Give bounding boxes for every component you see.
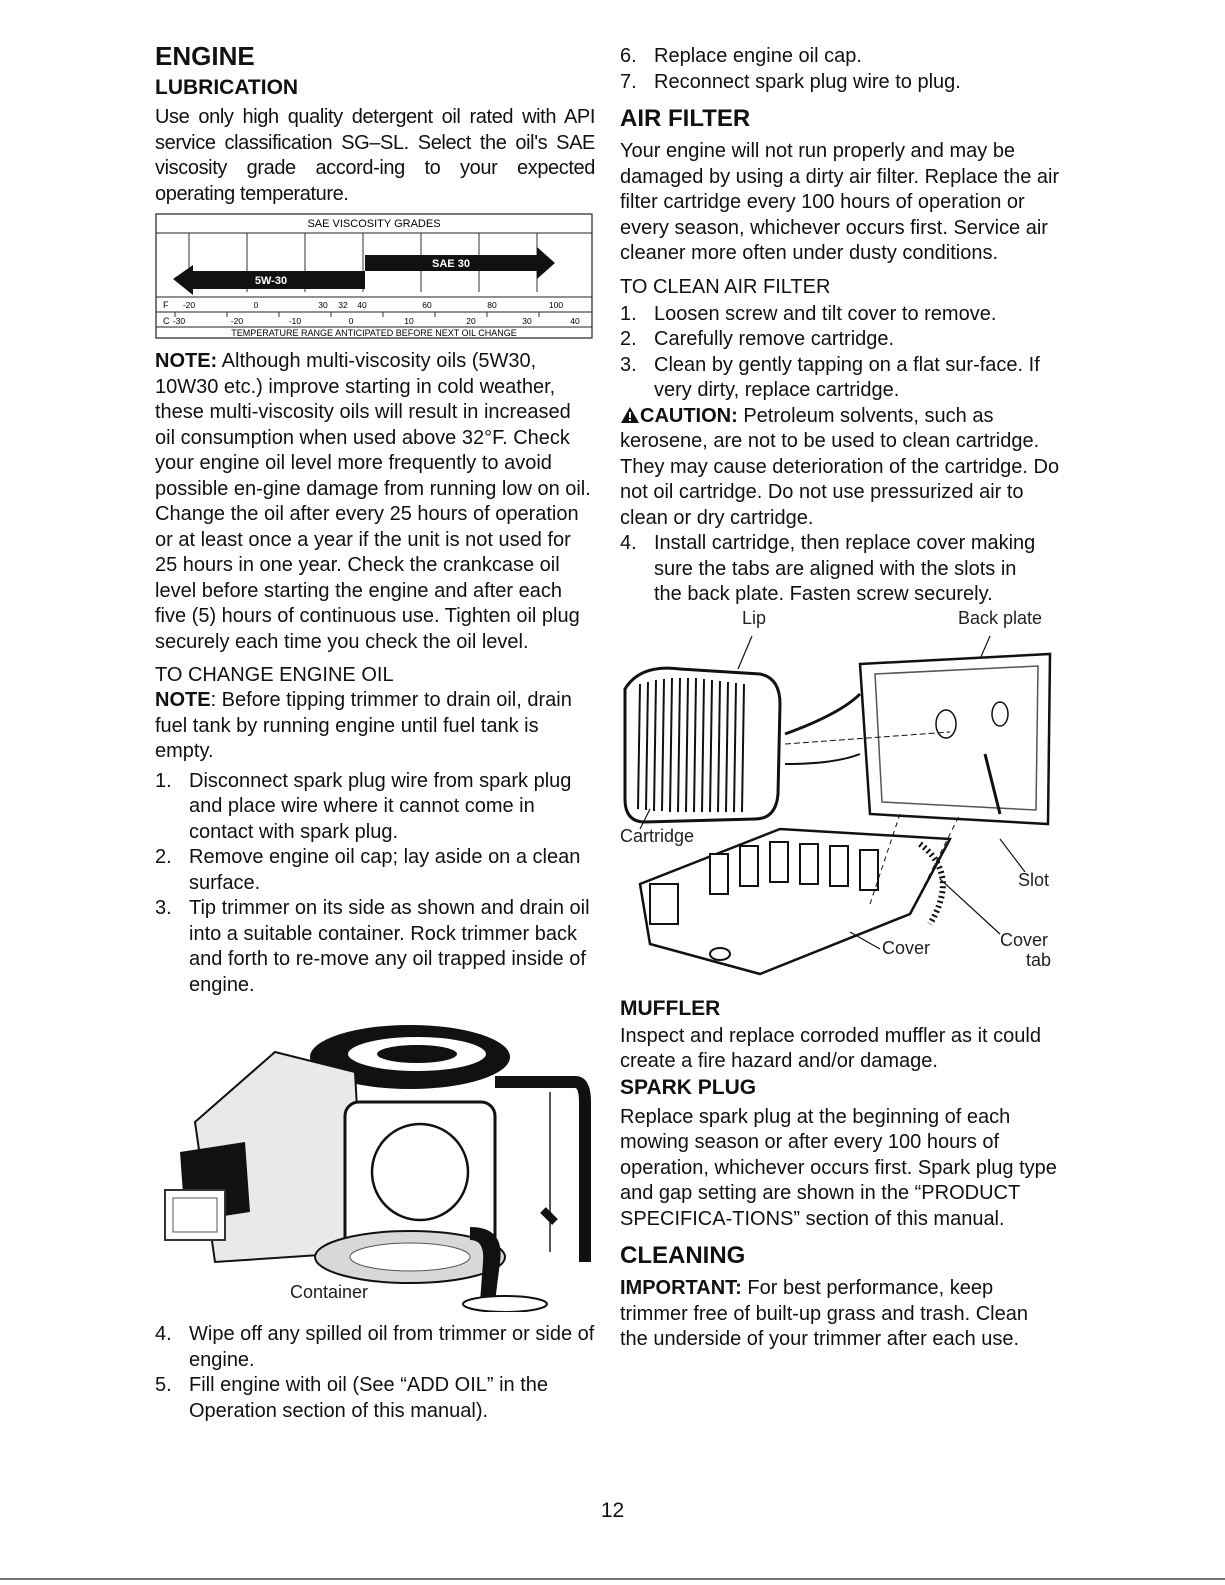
note-label: NOTE: <box>155 350 218 372</box>
warning-icon <box>620 406 640 424</box>
c-label: C <box>163 316 170 326</box>
muffler-text: Inspect and replace corroded muffler as it could create a fire hazard and/or damage. <box>620 1024 1041 1072</box>
caution-paragraph <box>620 404 1060 532</box>
lip-label: Lip <box>742 607 767 628</box>
list-item: 2. Carefully remove cartridge. <box>620 328 895 350</box>
cartridge-label: Cartridge <box>620 825 695 846</box>
back-plate-label: Back plate <box>958 607 1043 628</box>
air-filter-heading: AIR FILTER <box>620 105 751 132</box>
bottom-rule <box>0 1578 1225 1580</box>
list-item: 5. Fill engine with oil (See “ADD OIL” in the Operation section of this manual). <box>155 1374 549 1422</box>
lubrication-text: Use only high quality detergent oil rated with API service classification SG–SL. Select the oil's SAE viscosity grade accord-ing to your expected operating temperature. <box>155 106 595 205</box>
clean-filter-heading: TO CLEAN AIR FILTER <box>620 275 831 298</box>
list-item: 3. Clean by gently tapping on a flat sur-face. If very dirty, replace cartridge. <box>620 353 1040 401</box>
container-label: Container <box>290 1282 369 1302</box>
list-item: 1. Loosen screw and tilt cover to remove. <box>620 302 997 325</box>
left-column <box>155 40 595 1424</box>
f-tick: 40 <box>357 300 367 310</box>
air-filter-assembly-drawing <box>620 614 1060 994</box>
sae30-label: SAE 30 <box>432 258 470 270</box>
c-tick: -10 <box>288 316 302 326</box>
note2-paragraph <box>155 688 595 765</box>
c-tick: 40 <box>570 316 580 326</box>
engine-heading: ENGINE <box>155 41 255 71</box>
oil-steps-list <box>155 769 595 999</box>
lubrication-heading: LUBRICATION <box>155 76 299 99</box>
f-tick: 80 <box>487 300 497 310</box>
caution-label: CAUTION: <box>640 404 738 427</box>
list-item: 7. Reconnect spark plug wire to plug. <box>620 70 961 93</box>
f-tick: 30 <box>318 300 328 310</box>
list-item: 3. Tip trimmer on its side as shown and drain oil into a suitable container. Rock trimmer back and forth to re-move any oil trapped inside of engine. <box>155 897 590 996</box>
f-tick: 0 <box>253 300 259 310</box>
viscosity-chart <box>155 213 593 339</box>
f-label: F <box>163 300 169 310</box>
drain-oil-illustration <box>155 1012 595 1312</box>
list-item: 6. Replace engine oil cap. <box>620 45 862 67</box>
change-oil-heading: TO CHANGE ENGINE OIL <box>155 664 394 686</box>
spark-plug-heading: SPARK PLUG <box>620 1075 757 1099</box>
spark-plug-text: Replace spark plug at the beginning of each mowing season or after every 100 hours of operation, whichever occurs first. Spark plug type and gap setting are shown in the “PRODUCT SPECIFICA-TIONS” section of this manual. <box>620 1105 1057 1230</box>
f-tick: 32 <box>338 300 348 310</box>
list-item: 1. Disconnect spark plug wire from spark plug and place wire where it cannot come in contact with spark plug. <box>155 769 572 843</box>
install-steps <box>620 531 1060 608</box>
important-label: IMPORTANT: <box>620 1277 742 1299</box>
list-item: 4. Install cartridge, then replace cover making sure the tabs are aligned with the slots in the back plate. Fasten screw securely. <box>620 532 1036 605</box>
chart-caption: TEMPERATURE RANGE ANTICIPATED BEFORE NEXT OIL CHANGE <box>231 328 517 338</box>
list-item: 2. Remove engine oil cap; lay aside on a clean surface. <box>155 846 581 894</box>
air-filter-text: Your engine will not run properly and may be damaged by using a dirty air filter. Replace the air filter cartridge every 100 hours of operation or every season, whichever occurs first. Service air cleaner more often under dusty conditions. <box>620 140 1060 264</box>
right-column <box>620 40 1060 1353</box>
oil-steps-list-continued <box>155 1322 595 1424</box>
cover-label: Cover <box>882 937 931 958</box>
trimmer-tipped-drawing <box>155 1012 595 1312</box>
viscosity-chart-graphic <box>155 213 593 339</box>
important-text: For best performance, keep trimmer free of built-up grass and trash. Clean the underside of your trimmer after each use. <box>620 1277 1028 1350</box>
air-filter-illustration <box>620 607 1060 994</box>
cover-tab-label-2: tab <box>1026 949 1052 970</box>
f-tick: -20 <box>182 300 196 310</box>
slot-label: Slot <box>1018 869 1050 890</box>
caution-text: Petroleum solvents, such as kerosene, are not to be used to clean cartridge. They may cause deterioration of the cartridge. Do not oil cartridge. Do not use pressurized air to clean or dry cartridge. <box>620 404 1060 529</box>
page-number: 12 <box>600 1499 625 1522</box>
note-paragraph <box>155 349 595 655</box>
c-tick: 30 <box>522 316 532 326</box>
list-item: 4. Wipe off any spilled oil from trimmer or side of engine. <box>155 1323 595 1371</box>
note2-text: : Before tipping trimmer to drain oil, drain fuel tank by running engine until fuel tank is empty. <box>155 689 572 762</box>
muffler-heading: MUFFLER <box>620 996 721 1020</box>
c-tick: 0 <box>348 316 354 326</box>
important-paragraph <box>620 1276 1060 1353</box>
cover-tab-label-1: Cover <box>1000 929 1049 950</box>
f-tick: 100 <box>548 300 564 310</box>
c-tick: 20 <box>466 316 476 326</box>
chart-title: SAE VISCOSITY GRADES <box>307 218 441 230</box>
cleaning-heading: CLEANING <box>620 1242 746 1269</box>
note-text: Although multi-viscosity oils (5W30, 10W30 etc.) improve starting in cold weather, these multi-viscosity oils will result in increased oil consumption when used above 32°F. Check your engine oil level more frequently to avoid possible en-gine damage from running low on oil. Change the oil after every 25 hours of operation or at least once a year if the unit is not used for 25 hours in one year. Check the crankcase oil level before starting the engine and after each five (5) hours of continuous use. Tighten oil plug securely each time you check the oil level. <box>155 350 591 653</box>
note2-label: NOTE <box>155 689 211 711</box>
c-tick: -20 <box>230 316 244 326</box>
f-tick: 60 <box>422 300 432 310</box>
c-tick: 10 <box>404 316 414 326</box>
clean-filter-steps <box>620 302 1060 404</box>
oil-steps-final <box>620 44 1060 95</box>
5w30-label: 5W-30 <box>254 275 288 287</box>
c-tick: -30 <box>172 316 186 326</box>
